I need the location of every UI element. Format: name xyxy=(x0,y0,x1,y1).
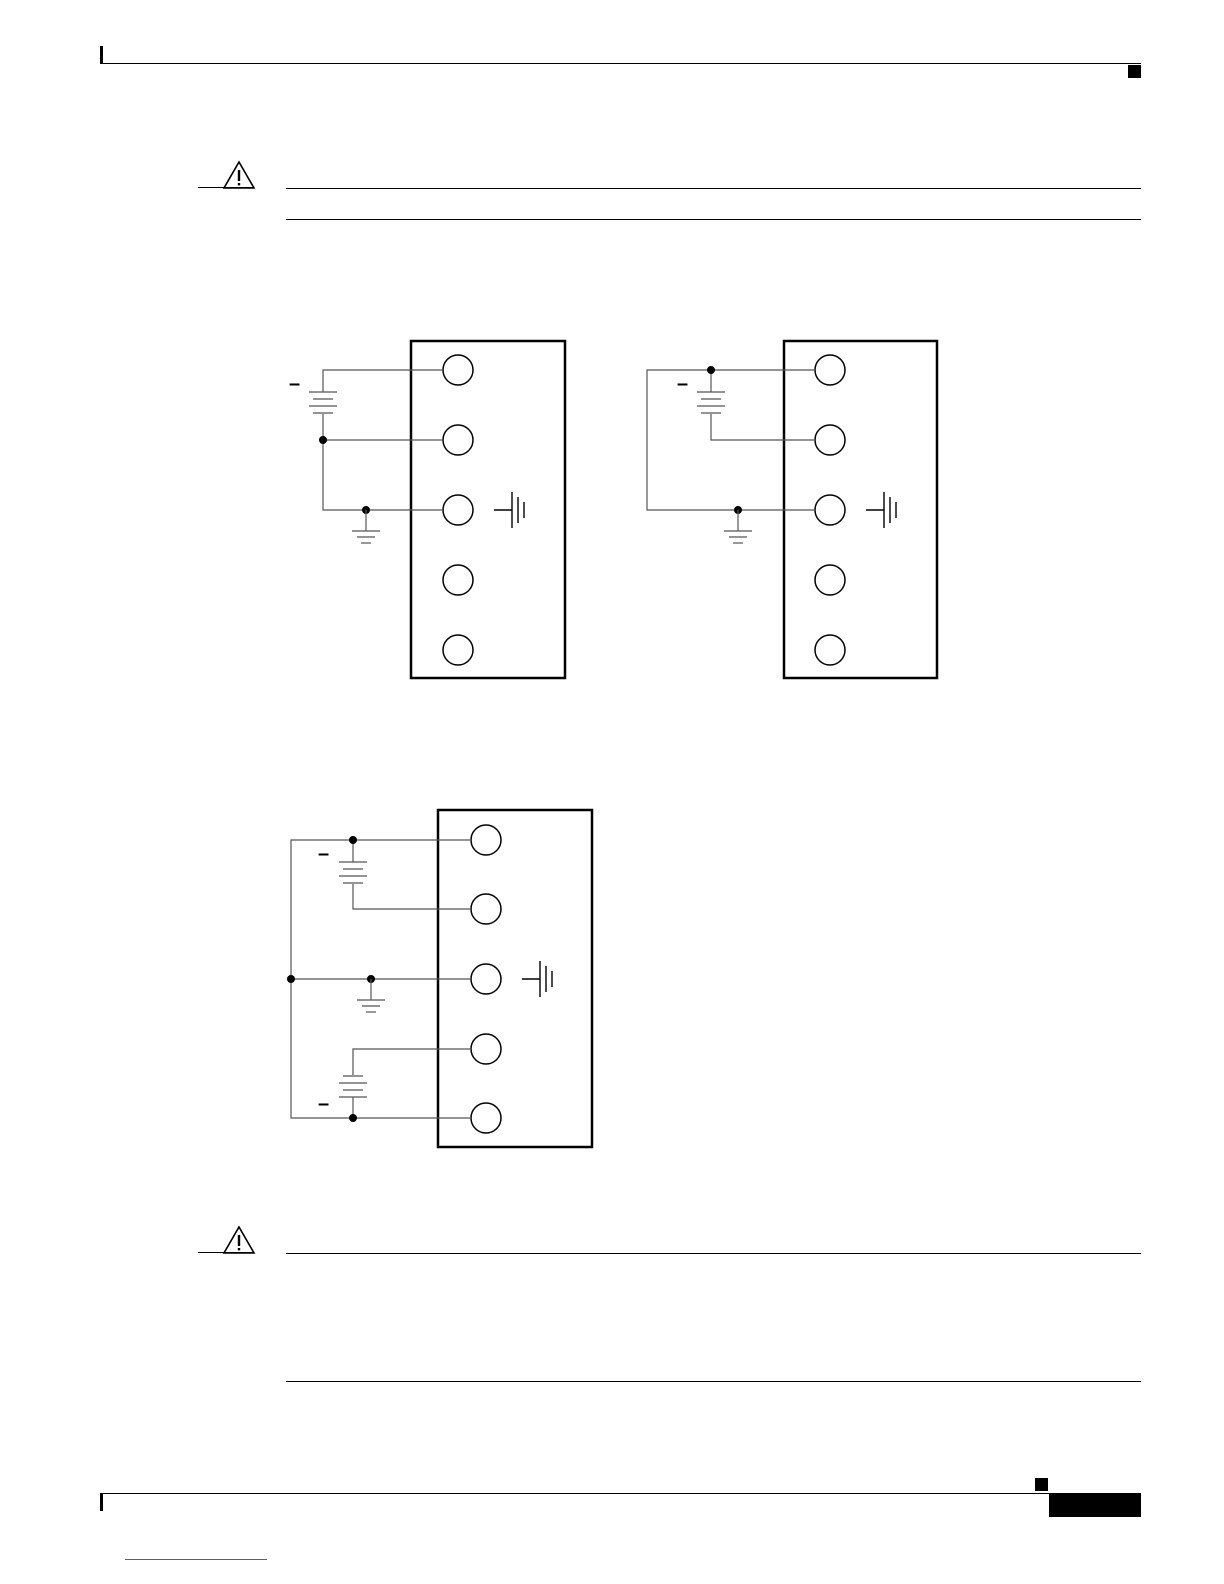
junction-dot xyxy=(287,975,295,983)
caution-rule-bottom xyxy=(286,1381,1141,1382)
terminal-c-1 xyxy=(471,825,501,855)
negative-label-a: – xyxy=(289,373,301,395)
junction-dot xyxy=(349,1114,357,1122)
footer-corner-mark xyxy=(1035,1478,1048,1491)
battery-symbol-icon xyxy=(339,862,367,883)
footer-page-tab xyxy=(1049,1493,1141,1517)
warning-triangle-icon xyxy=(222,1225,256,1255)
footer-left-tick xyxy=(100,1493,103,1511)
terminal-c-2 xyxy=(471,894,501,924)
negative-label-c1: – xyxy=(318,843,330,865)
battery-symbol-icon xyxy=(339,1076,367,1097)
caution-icon-underline xyxy=(198,1252,254,1253)
ground-symbol-icon xyxy=(357,979,385,1012)
terminal-c-4 xyxy=(471,1034,501,1064)
caution-rule-top xyxy=(286,1253,1141,1254)
junction-dot xyxy=(349,836,357,844)
negative-label-c2: – xyxy=(318,1093,330,1115)
terminal-c-3 xyxy=(471,964,501,994)
footer-link-underline[interactable] xyxy=(125,1559,267,1560)
footer-rule xyxy=(100,1493,1050,1494)
terminal-c-5 xyxy=(471,1103,501,1133)
wire-c-2 xyxy=(353,884,471,909)
negative-label-b: – xyxy=(677,373,689,395)
wire-c-4 xyxy=(353,1049,471,1075)
chassis-ground-symbol-icon xyxy=(522,961,552,997)
